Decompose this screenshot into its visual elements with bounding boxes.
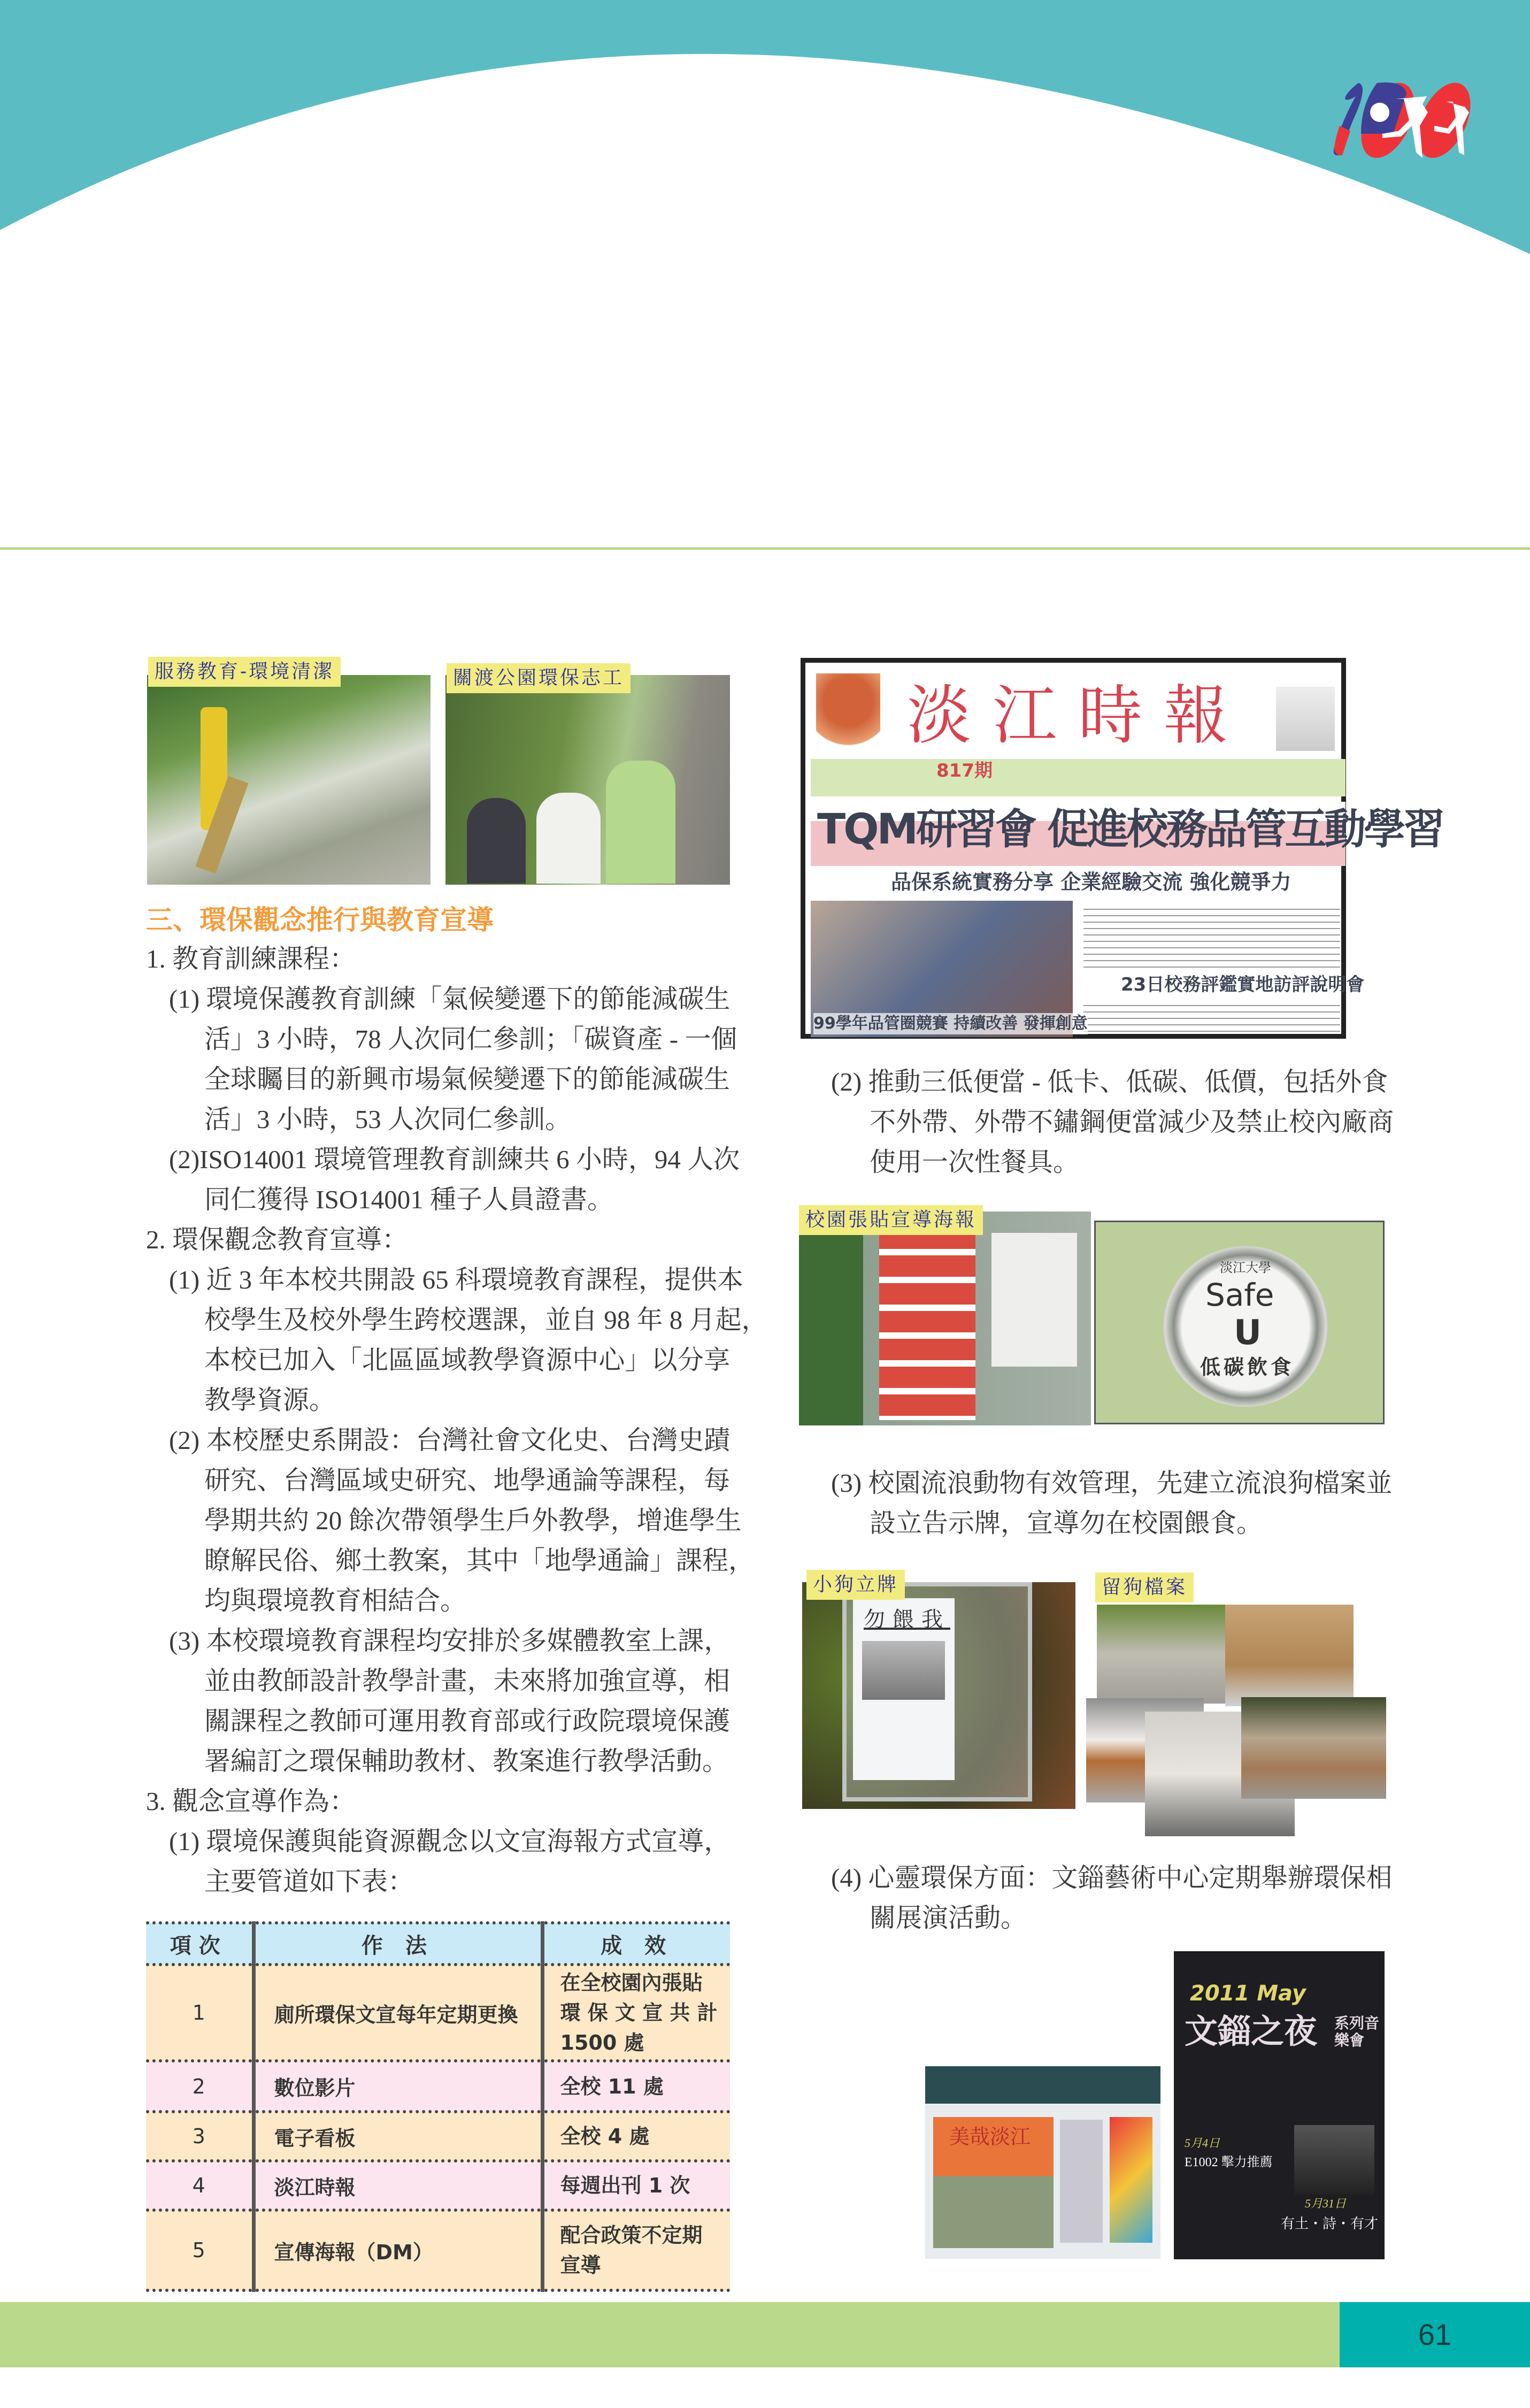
safe-u-bottom-text: 低碳飲食 <box>1200 1356 1295 1379</box>
body-text-line: 使用一次性餐具。 <box>870 1147 1080 1177</box>
table-row <box>146 2210 730 2290</box>
concert-title: 文錙之夜 <box>1185 2012 1318 2051</box>
paragraph-stray-animals <box>831 1463 1393 1543</box>
cell-item-no: 3 <box>146 2112 253 2161</box>
table-row <box>146 2112 730 2161</box>
cell-method: 宣傳海報（DM） <box>253 2210 542 2290</box>
footer-bar <box>0 2302 1340 2367</box>
body-text-line: (4) 心靈環保方面：文錙藝術中心定期舉辦環保相 <box>831 1863 1393 1892</box>
cell-result-line: 每週出刊 1 次 <box>560 2174 690 2197</box>
label-dog-sign: 小狗立牌 <box>806 1570 905 1600</box>
body-text-line: 均與環境教育相結合。 <box>204 1586 467 1615</box>
newspaper-subhead: 品保系統實務分享 企業經驗交流 強化競爭力 <box>891 870 1291 894</box>
cell-item-no: 5 <box>146 2210 253 2290</box>
anniversary-logo-icon <box>816 673 880 754</box>
cell-result <box>542 2061 730 2112</box>
cell-result-line: 1500 處 <box>560 2031 644 2054</box>
concert-year: 2011 May <box>1190 1981 1306 2006</box>
cell-result-line: 全校 11 處 <box>560 2074 664 2098</box>
body-text-line: (1) 環境保護教育訓練「氣候變遷下的節能減碳生 <box>169 984 731 1014</box>
promotion-channels-table <box>146 1921 730 2292</box>
cell-result-line: 環 保 文 宣 共 計 <box>560 2001 718 2024</box>
body-text-line: 3. 觀念宣導作為： <box>146 1786 356 1816</box>
body-text-line: 署編訂之環保輔助教材、教案進行教學活動。 <box>204 1746 729 1776</box>
body-text-line: 同仁獲得 ISO14001 種子人員證書。 <box>204 1185 613 1214</box>
concert-event2-date: 5月31日 <box>1305 2197 1347 2210</box>
body-text-line: 1. 教育訓練課程： <box>146 944 356 973</box>
body-text-line: 活」3 小時，78 人次同仁參訓；「碳資產 - 一個 <box>204 1024 737 1054</box>
body-text-line: (2)ISO14001 環境管理教育訓練共 6 小時，94 人次 <box>169 1145 740 1174</box>
dog-sign-text: 勿餵我 <box>864 1607 950 1631</box>
label-campus-posters: 校園張貼宣導海報 <box>799 1205 983 1235</box>
header-divider <box>0 547 1530 550</box>
photo-concert-poster <box>1174 1951 1385 2259</box>
table-row <box>146 2161 730 2210</box>
cell-result <box>542 2112 730 2161</box>
page-number: 61 <box>1340 2302 1530 2367</box>
safe-u-word: Safe <box>1205 1277 1274 1313</box>
body-text-line: 校學生及校外學生跨校選課，並自 98 年 8 月起， <box>204 1305 768 1335</box>
cell-method: 數位影片 <box>253 2061 542 2112</box>
body-text-line: 全球矚目的新興市場氣候變遷下的節能減碳生 <box>204 1064 730 1094</box>
photo-safe-u-lunchbox <box>1094 1221 1385 1424</box>
body-text-line: 活」3 小時，53 人次同仁參訓。 <box>204 1105 572 1134</box>
photo-campus-posters <box>799 1211 1091 1425</box>
body-text-line: 主要管道如下表： <box>204 1867 414 1896</box>
photo-exhibition-books <box>925 2066 1160 2259</box>
photo-guandu-volunteers <box>445 675 730 885</box>
newspaper-second-headline: 23日校務評鑑實地訪評說明會 <box>1121 974 1365 995</box>
body-text-line: 關課程之教師可運用教育部或行政院環境保護 <box>204 1706 730 1736</box>
concert-event2: 有土・詩・有才 <box>1281 2216 1379 2231</box>
body-text-line: 教學資源。 <box>204 1385 336 1415</box>
table-row <box>146 1965 730 2061</box>
centennial-logo-icon <box>1329 83 1484 168</box>
books-title: 美哉淡江 <box>949 2126 1031 2149</box>
header-wave <box>0 0 1530 278</box>
newspaper-masthead: 淡江時報 <box>907 679 1249 753</box>
cell-result-line: 在全校園內張貼 <box>560 1971 703 1995</box>
cell-item-no: 1 <box>146 1965 253 2061</box>
body-text-line: (1) 環境保護與能資源觀念以文宣海報方式宣導， <box>169 1827 731 1856</box>
body-text-line: (3) 校園流浪動物有效管理，先建立流浪狗檔案並 <box>831 1468 1393 1498</box>
safe-u-letter: U <box>1234 1313 1262 1353</box>
body-text-line: 本校已加入「北區區域教學資源中心」以分享 <box>204 1345 730 1375</box>
body-text-line: 瞭解民俗、鄉土教案，其中「地學通論」課程， <box>204 1546 755 1575</box>
newspaper-headline: TQM研習會 促進校務品管互動學習 <box>817 806 1443 854</box>
safe-u-ring-text: 淡江大學 <box>1220 1261 1271 1275</box>
cell-item-no: 2 <box>146 2061 253 2112</box>
cell-result-line: 配合政策不定期 <box>560 2223 703 2247</box>
body-text-line: (2) 推動三低便當 - 低卡、低碳、低價，包括外食 <box>831 1067 1388 1096</box>
body-text-line: 2. 環保觀念教育宣導： <box>146 1225 409 1254</box>
concert-event1: E1002 擊力推薦 <box>1185 2156 1273 2169</box>
body-text-line: 研究、台灣區域史研究、地學通論等課程，每 <box>204 1466 730 1495</box>
col-header-result: 成 效 <box>542 1923 730 1965</box>
cell-method: 電子看板 <box>253 2112 542 2161</box>
section-heading: 三、環保觀念推行與教育宣導 <box>146 904 494 935</box>
label-guandu-volunteers: 關渡公園環保志工 <box>447 663 631 693</box>
newspaper-photo-caption: 99學年品管圈競賽 持續改善 發揮創意 <box>813 1013 1088 1034</box>
concert-subtitle: 系列音樂會 <box>1334 2015 1380 2049</box>
cell-result <box>542 2161 730 2210</box>
concert-event1-date: 5月4日 <box>1185 2136 1220 2150</box>
cell-result <box>542 1965 730 2061</box>
photo-dog-sign <box>802 1582 1075 1809</box>
cell-item-no: 4 <box>146 2161 253 2210</box>
label-dog-files: 留狗檔案 <box>1095 1573 1194 1602</box>
body-text-line: 設立告示牌，宣導勿在校園餵食。 <box>870 1508 1263 1538</box>
body-text-line: (1) 近 3 年本校共開設 65 科環境教育課程，提供本 <box>169 1265 743 1294</box>
photo-campus-cleanup <box>147 675 430 885</box>
newspaper-clipping <box>801 658 1443 1039</box>
left-text-column <box>146 939 768 1901</box>
col-header-item: 項次 <box>146 1923 253 1965</box>
body-text-line: 不外帶、外帶不鏽鋼便當減少及禁止校內廠商 <box>870 1107 1394 1137</box>
body-text-line: 關展演活動。 <box>870 1903 1027 1932</box>
cell-result <box>542 2210 730 2290</box>
body-text-line: (2) 本校歷史系開設：台灣社會文化史、台灣史蹟 <box>169 1425 731 1455</box>
photo-dog-files <box>1086 1605 1386 1836</box>
body-text-line: 學期共約 20 餘次帶領學生戶外教學，增進學生 <box>204 1506 742 1535</box>
paragraph-spiritual-environmentalism <box>831 1858 1393 1938</box>
cell-result-line: 宣導 <box>560 2253 601 2277</box>
cell-result-line: 全校 4 處 <box>560 2125 650 2148</box>
paragraph-low-carbon-lunchbox <box>831 1062 1394 1182</box>
newspaper-issue: 817期 <box>936 760 993 781</box>
table-row <box>146 2061 730 2112</box>
body-text-line: (3) 本校環境教育課程均安排於多媒體教室上課， <box>169 1626 731 1655</box>
cell-method: 淡江時報 <box>253 2161 542 2210</box>
body-text-line: 並由教師設計教學計畫，未來將加強宣導，相 <box>204 1666 730 1696</box>
cell-method: 廁所環保文宣每年定期更換 <box>253 1965 542 2061</box>
label-campus-cleanup: 服務教育-環境清潔 <box>148 657 341 687</box>
col-header-method: 作 法 <box>253 1923 542 1965</box>
